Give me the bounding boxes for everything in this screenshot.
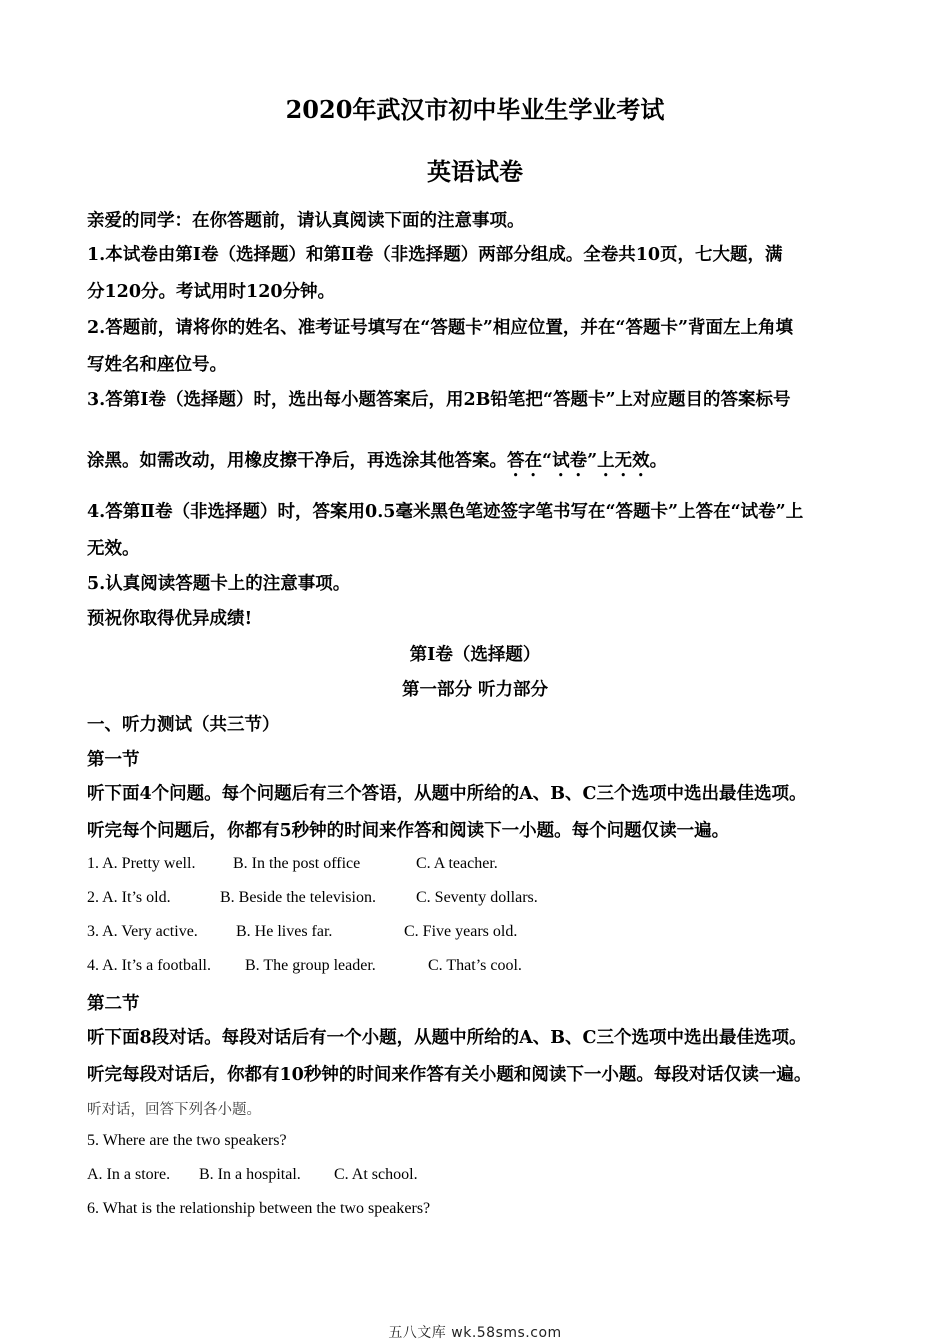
part-1-heading: 第一部分 听力部分 [401, 680, 549, 700]
notice-greeting: 亲爱的同学：在你答题前，请认真阅读下面的注意事项。 [87, 211, 525, 231]
footer-watermark: 五八文库 wk.58sms.com [388, 1325, 562, 1341]
notice-item-3-line-2 [87, 447, 667, 481]
question-3-option-b: B. He lives far. [236, 923, 333, 940]
question-2-option-a: 2. A. It’s old. [87, 889, 171, 906]
question-2-option-c: C. Seventy dollars. [416, 889, 538, 906]
question-3-option-a: 3. A. Very active. [87, 923, 198, 940]
section-1-instruction-line-1: 听下面4个问题。每个问题后有三个答语，从题中所给的A、B、C三个选项中选出最佳选项。 [87, 784, 807, 804]
notice-item-4-line-2: 无效。 [87, 539, 140, 559]
notice-item-4-line-1: 4.答第Ⅱ卷（非选择题）时，答案用0.5毫米黑色笔迹签字笔书写在“答题卡”上答在“试卷”上 [87, 502, 804, 522]
exam-subtitle: 英语试卷 [427, 157, 523, 186]
listening-section-title: 一、听力测试（共三节） [87, 715, 280, 735]
section-2-instruction-line-1: 听下面8段对话。每段对话后有一个小题，从题中所给的A、B、C三个选项中选出最佳选项。 [87, 1028, 807, 1048]
section-1-instruction-line-2: 听完每个问题后，你都有5秒钟的时间来作答和阅读下一小题。每个问题仅读一遍。 [87, 821, 730, 841]
emphasized-warning: 答在“试卷”上无效 [507, 451, 650, 471]
notice-item-2-line-1: 2.答题前，请将你的姓名、准考证号填写在“答题卡”相应位置，并在“答题卡”背面左上角填 [87, 318, 794, 338]
question-5-option-a: A. In a store. [87, 1166, 171, 1183]
question-1-option-a: 1. A. Pretty well. [87, 855, 196, 872]
question-3-option-c: C. Five years old. [404, 923, 518, 940]
notice-item-3-line-2-end: 。 [649, 451, 668, 471]
question-4-option-a: 4. A. It’s a football. [87, 957, 211, 974]
section-1-title: 第一节 [87, 750, 140, 770]
notice-item-5: 5.认真阅读答题卡上的注意事项。 [87, 574, 351, 594]
notice-item-2-line-2: 写姓名和座位号。 [87, 355, 227, 375]
question-2 [87, 889, 538, 907]
question-5-option-c: C. At school. [334, 1166, 418, 1183]
notice-item-1-line-2: 分120分。考试用时120分钟。 [87, 282, 336, 302]
volume-1-heading: 第Ⅰ卷（选择题） [409, 645, 541, 665]
question-2-option-b: B. Beside the television. [220, 889, 376, 906]
notice-wish: 预祝你取得优异成绩! [87, 609, 253, 629]
question-5-option-b: B. In a hospital. [199, 1166, 301, 1183]
notice-item-3-line-1: 3.答第Ⅰ卷（选择题）时，选出每小题答案后，用2B铅笔把“答题卡”上对应题目的答案标号 [87, 390, 791, 410]
section-2-title: 第二节 [87, 994, 140, 1014]
section-2-note: 听对话，回答下列各小题。 [87, 1102, 261, 1118]
question-1 [87, 855, 498, 873]
exam-title: 2020年武汉市初中毕业生学业考试 [285, 95, 665, 124]
question-4-option-c: C. That’s cool. [428, 957, 522, 974]
question-6: 6. What is the relationship between the two speakers? [87, 1200, 431, 1217]
notice-item-3-line-2-text: 涂黑。如需改动，用橡皮擦干净后，再选涂其他答案。 [87, 451, 507, 471]
question-3 [87, 923, 517, 941]
question-4-option-b: B. The group leader. [245, 957, 376, 974]
question-4 [87, 957, 522, 975]
question-1-option-c: C. A teacher. [416, 855, 498, 872]
notice-item-1-line-1: 1.本试卷由第Ⅰ卷（选择题）和第Ⅱ卷（非选择题）两部分组成。全卷共10页，七大题，满 [87, 245, 783, 265]
question-5-options [87, 1166, 418, 1184]
section-2-instruction-line-2: 听完每段对话后，你都有10秒钟的时间来作答有关小题和阅读下一小题。每段对话仅读一遍。 [87, 1065, 812, 1085]
question-5: 5. Where are the two speakers? [87, 1132, 287, 1149]
question-1-option-b: B. In the post office [233, 855, 361, 872]
